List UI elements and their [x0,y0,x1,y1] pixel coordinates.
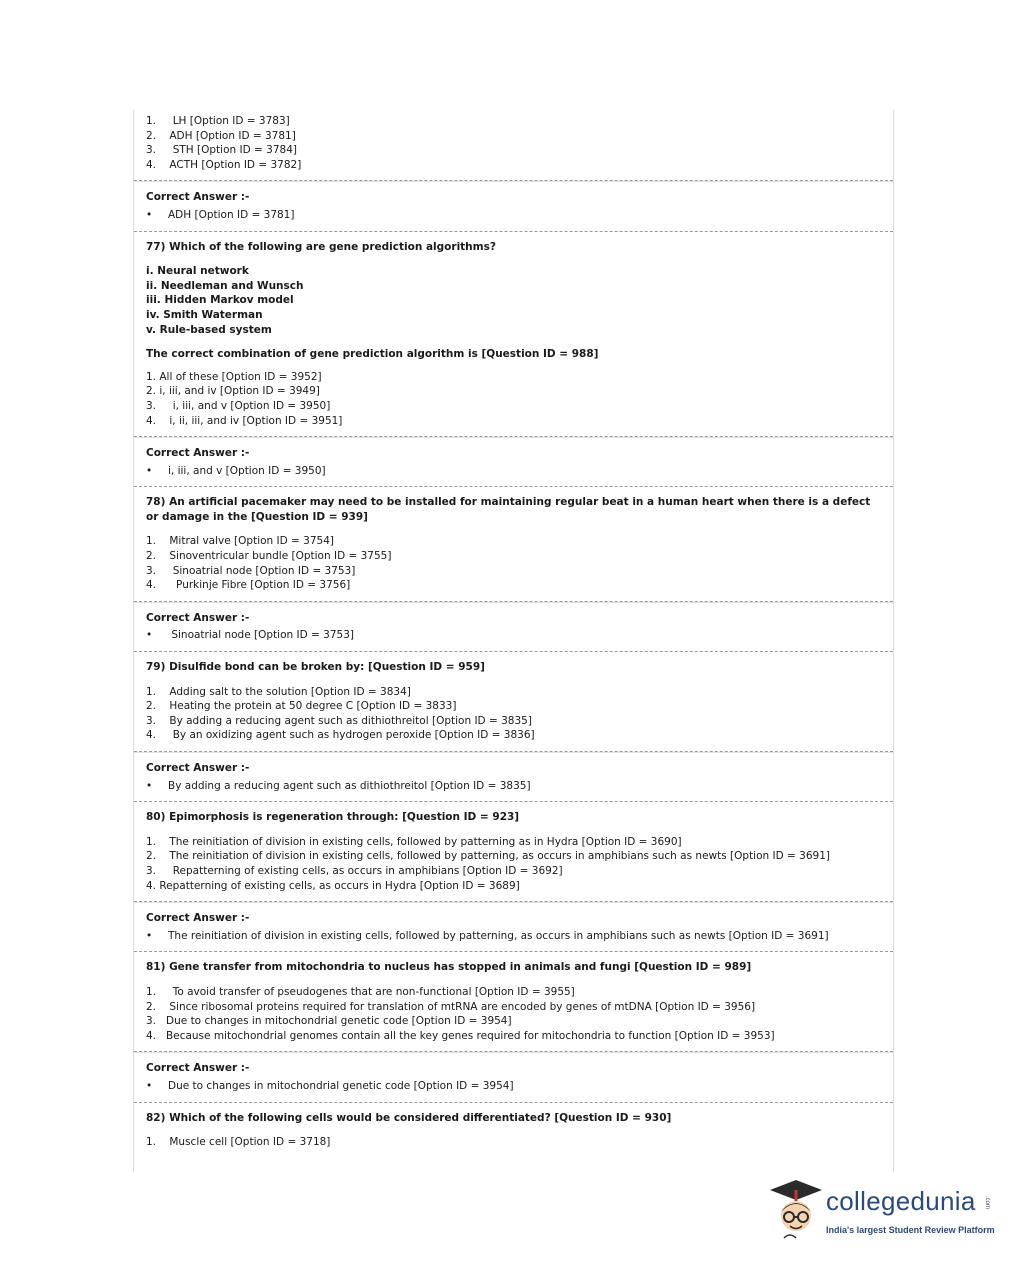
question-heading: 77) Which of the following are gene prediction algorithms? [146,240,496,253]
correct-answer-label: Correct Answer :- [146,762,250,774]
option: 4. ACTH [Option ID = 3782] [146,158,302,171]
q76-correct-answer [134,181,893,231]
option: 3. Repatterning of existing cells, as occurs in amphibians [Option ID = 3692] [146,864,563,877]
q79-correct-answer [134,752,893,802]
option: 2. The reinitiation of division in existing cells, followed by patterning, as occurs in amphibians such as newts [Option ID = 3691] [146,850,830,863]
correct-answer-label: Correct Answer :- [146,912,250,925]
option: 4. Repatterning of existing cells, as occurs in Hydra [Option ID = 3689] [146,879,520,892]
correct-answer-label: Correct Answer :- [146,1062,250,1075]
option: 3. By adding a reducing agent such as dithiothreitol [Option ID = 3835] [146,714,532,727]
question-heading: 80) Epimorphosis is regeneration through: [Question ID = 923] [146,811,520,824]
option: 3. Sinoatrial node [Option ID = 3753] [146,564,356,577]
correct-answer-label: Correct Answer :- [146,191,250,204]
option: 3. i, iii, and v [Option ID = 3950] [146,399,331,412]
option: 3. Due to changes in mitochondrial genetic code [Option ID = 3954] [146,1015,512,1028]
correct-answer-label: Correct Answer :- [146,611,250,624]
answer-text: i, iii, and v [Option ID = 3950] [168,464,326,477]
question-prompt: The correct combination of gene prediction algorithm is [Question ID = 988] [146,348,599,361]
brand-name: collegedunia [826,1186,976,1216]
q76-options [134,110,893,181]
q80-correct-answer [134,902,893,952]
question-82 [134,1103,893,1158]
option: 2. Heating the protein at 50 degree C [Option ID = 3833] [146,700,457,713]
option: 1. The reinitiation of division in existing cells, followed by patterning as in Hydra [Option ID = 3690] [146,835,682,848]
option: 3. STH [Option ID = 3784] [146,144,297,157]
collegedunia-logo [766,1176,996,1250]
option: 1. Muscle cell [Option ID = 3718] [146,1136,331,1149]
q77-correct-answer [134,437,893,487]
bullet-icon: • [146,464,153,477]
option: 1. Adding salt to the solution [Option ID = 3834] [146,685,411,698]
answer-text: ADH [Option ID = 3781] [168,208,295,221]
correct-answer-label: Correct Answer :- [146,447,250,460]
answer-text: Due to changes in mitochondrial genetic code [Option ID = 3954] [168,1079,514,1092]
list-item: ii. Needleman and Wunsch [146,279,304,292]
option: 4. Purkinje Fibre [Option ID = 3756] [146,579,351,592]
question-78 [134,487,893,602]
question-heading: 82) Which of the following cells would be considered differentiated? [Question ID = 930] [146,1111,672,1124]
bullet-icon: • [146,929,153,942]
question-79 [134,652,893,752]
q81-correct-answer [134,1052,893,1102]
option: 1. To avoid transfer of pseudogenes that are non-functional [Option ID = 3955] [146,985,575,998]
option: 2. Since ribosomal proteins required for translation of mtRNA are encoded by genes of mtDNA [Option ID = 3956] [146,1000,756,1013]
answer-text: The reinitiation of division in existing cells, followed by patterning, as occurs in amphibians such as newts [Option ID = 3691] [168,929,829,942]
option: 4. Because mitochondrial genomes contain all the key genes required for mitochondria to function [Option ID = 3953] [146,1029,775,1042]
list-item: iv. Smith Waterman [146,308,263,321]
brand-domain: .com [984,1196,990,1210]
bullet-icon: • [146,1079,153,1092]
question-heading: 78) An artificial pacemaker may need to be installed for maintaining regular beat in a human heart when there is a defect or damage in the [Question ID = 939] [146,496,871,523]
option: 2. ADH [Option ID = 3781] [146,129,296,142]
list-item: v. Rule-based system [146,323,272,336]
brand-tagline: India's largest Student Review Platform [826,1225,995,1235]
q78-correct-answer [134,602,893,652]
bullet-icon: • [146,208,153,221]
question-paper [133,110,894,1172]
option: 4. By an oxidizing agent such as hydrogen peroxide [Option ID = 3836] [146,729,535,742]
question-heading: 81) Gene transfer from mitochondria to nucleus has stopped in animals and fungi [Question ID = 989] [146,961,752,974]
answer-text: By adding a reducing agent such as dithiothreitol [Option ID = 3835] [168,779,531,792]
mascot-icon [766,1176,824,1248]
answer-text: Sinoatrial node [Option ID = 3753] [168,629,354,642]
option: 2. Sinoventricular bundle [Option ID = 3755] [146,550,392,563]
bullet-icon: • [146,779,153,792]
question-81 [134,952,893,1052]
option: 4. i, ii, iii, and iv [Option ID = 3951] [146,414,343,427]
list-item: i. Neural network [146,265,249,278]
list-item: iii. Hidden Markov model [146,294,294,307]
question-heading: 79) Disulfide bond can be broken by: [Question ID = 959] [146,661,485,674]
bullet-icon: • [146,629,153,642]
option: 2. i, iii, and iv [Option ID = 3949] [146,385,320,398]
question-80 [134,802,893,902]
question-77 [134,232,893,438]
option: 1. Mitral valve [Option ID = 3754] [146,535,334,548]
option: 1. All of these [Option ID = 3952] [146,370,322,383]
option: 1. LH [Option ID = 3783] [146,115,290,127]
